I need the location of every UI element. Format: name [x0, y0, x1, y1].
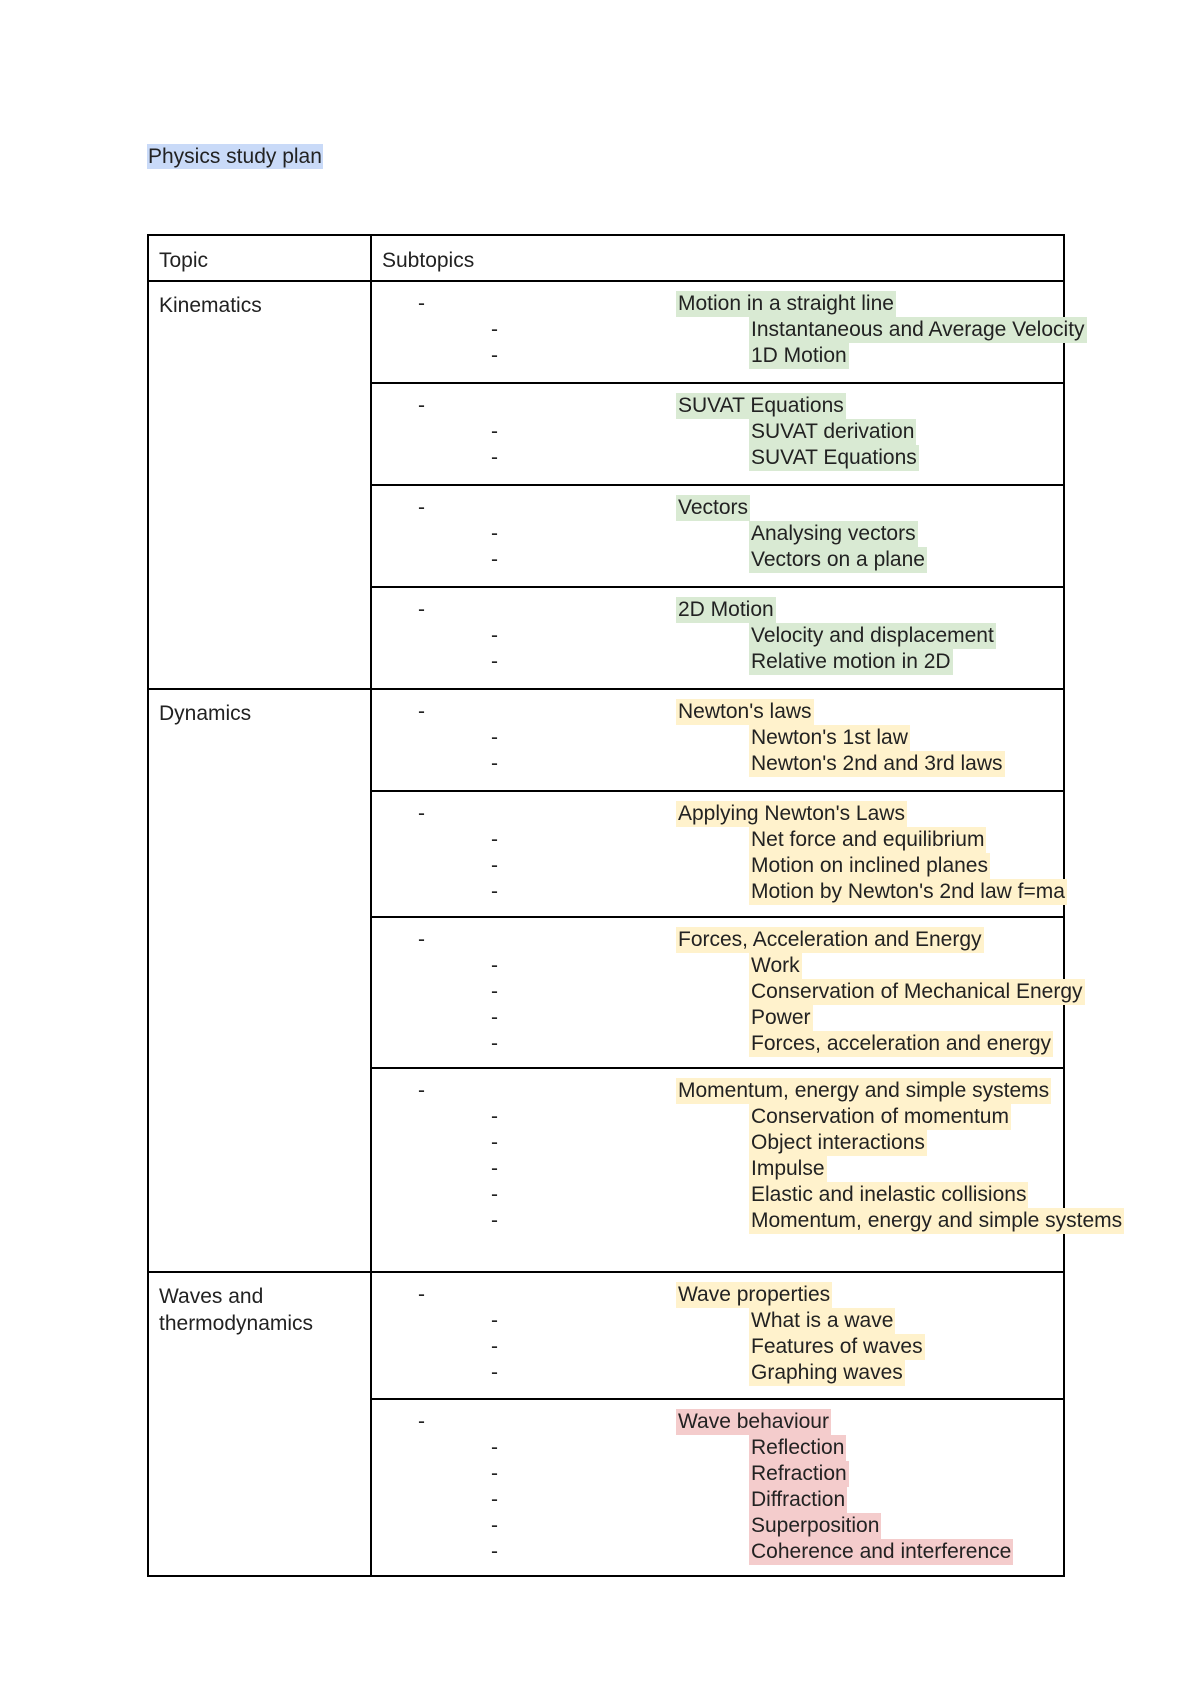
list-item: - What is a wave [491, 1309, 894, 1332]
list-item: - Applying Newton's Laws [418, 802, 905, 825]
table-row [148, 281, 1064, 383]
list-item: - Vectors on a plane [491, 548, 925, 571]
subtopic-group [371, 1272, 1064, 1399]
list-item: - Superposition [491, 1514, 880, 1537]
page-title [147, 143, 323, 171]
subtopic-group [371, 1068, 1123, 1272]
list-item: - Wave behaviour [418, 1410, 829, 1433]
list-item: - Work [491, 954, 800, 977]
subtopic-group [371, 917, 1083, 1068]
list-item: - Newton's 2nd and 3rd laws [491, 752, 1003, 775]
list-item: - Motion on inclined planes [491, 854, 988, 877]
list-item: - Newton's 1st law [491, 726, 908, 749]
topic-name-line: thermodynamics [159, 1312, 314, 1335]
study-plan-table [147, 234, 1123, 1577]
subtopic-group [371, 485, 1064, 587]
list-item: - 2D Motion [418, 598, 774, 621]
list-item: - SUVAT derivation [491, 420, 915, 443]
subtopic-group [371, 1399, 1064, 1576]
list-item: - Net force and equilibrium [491, 828, 985, 851]
subtopic-group [371, 281, 1085, 383]
header-subtopics: Subtopics [371, 235, 1064, 281]
list-item: - Motion by Newton's 2nd law f=ma [491, 880, 1065, 903]
topic-kinematics: Kinematics [148, 281, 371, 689]
page-title-text: Physics study plan [148, 145, 322, 168]
list-item: - Power [491, 1006, 811, 1029]
list-item: - Wave properties [418, 1283, 831, 1306]
list-item: - Instantaneous and Average Velocity [491, 318, 1085, 341]
list-item: - Vectors [418, 496, 749, 519]
list-item: - SUVAT Equations [491, 446, 917, 469]
list-item: - Analysing vectors [491, 522, 916, 545]
topic-dynamics: Dynamics [148, 689, 371, 1272]
list-item: - Reflection [491, 1436, 845, 1459]
list-item: - Momentum, energy and simple systems [418, 1079, 1050, 1102]
list-item: - Object interactions [491, 1131, 925, 1154]
subtopic-group [371, 587, 1064, 689]
list-item: - Forces, Acceleration and Energy [418, 928, 982, 951]
list-item: - Conservation of momentum [491, 1105, 1009, 1128]
list-item: - Velocity and displacement [491, 624, 994, 647]
list-item: - Motion in a straight line [418, 292, 894, 315]
table-row [148, 689, 1064, 791]
list-item: - Relative motion in 2D [491, 650, 951, 673]
subtopic-group [371, 383, 1064, 485]
table-row [148, 1272, 1064, 1399]
subtopic-group [371, 791, 1064, 917]
list-item: - Elastic and inelastic collisions [491, 1183, 1027, 1206]
topic-waves-thermodynamics [148, 1272, 371, 1576]
list-item: - Graphing waves [491, 1361, 903, 1384]
list-item: - Momentum, energy and simple systems [491, 1209, 1123, 1232]
topic-name-line: Waves and [159, 1285, 264, 1308]
list-item: - Newton's laws [418, 700, 812, 723]
list-item: - Diffraction [491, 1488, 846, 1511]
list-item: - Features of waves [491, 1335, 923, 1358]
list-item: - Conservation of Mechanical Energy [491, 980, 1083, 1003]
list-item: - Refraction [491, 1462, 847, 1485]
list-item: - Impulse [491, 1157, 825, 1180]
list-item: - 1D Motion [491, 344, 847, 367]
table-header-row [148, 235, 1064, 281]
list-item: - Coherence and interference [491, 1540, 1012, 1563]
header-topic: Topic [148, 235, 371, 281]
list-item: - SUVAT Equations [418, 394, 844, 417]
subtopic-group [371, 689, 1064, 791]
list-item: - Forces, acceleration and energy [491, 1032, 1051, 1055]
